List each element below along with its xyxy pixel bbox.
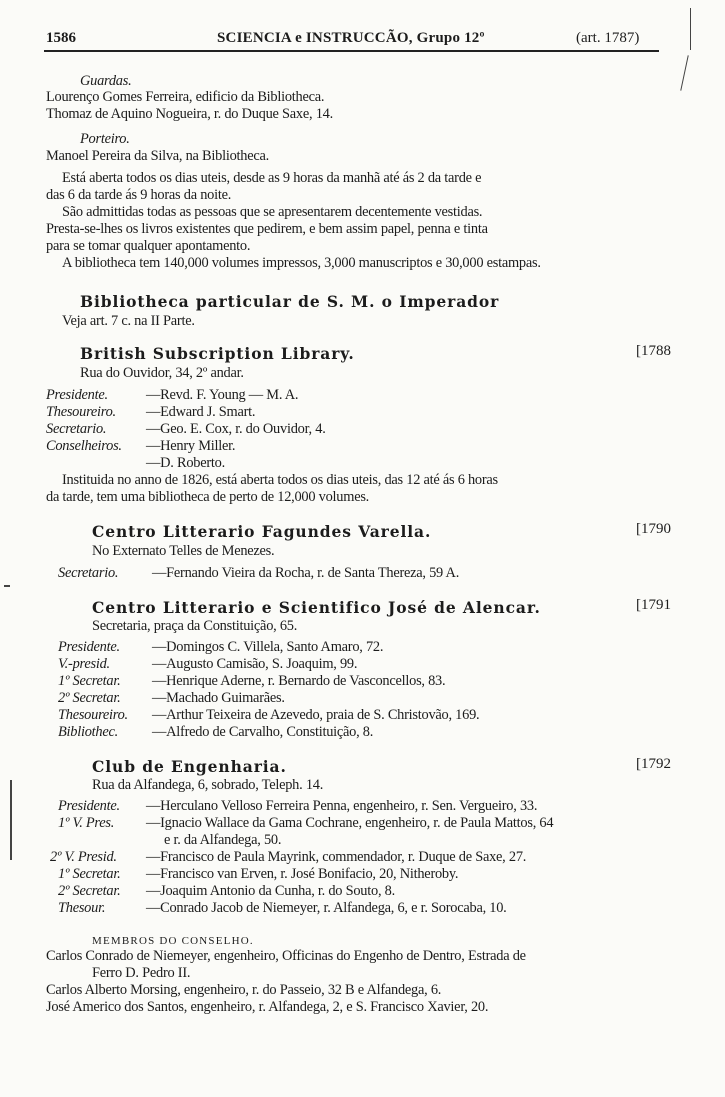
alencar-value-presidente: —Domingos C. Villela, Santo Amaro, 72.	[152, 639, 384, 655]
alencar-label-thesoureiro: Thesoureiro.	[58, 707, 128, 723]
paragraph-line-1: Está aberta todos os dias uteis, desde as 9 horas da manhã até ás 2 da tarde e	[62, 170, 482, 186]
british-label-thesoureiro: Thesoureiro.	[46, 404, 116, 420]
guarda-line-2: Thomaz de Aquino Nogueira, r. do Duque Saxe, 14.	[46, 106, 333, 122]
paragraph-line-5: para se tomar qualquer apontamento.	[46, 238, 251, 254]
fagundes-value-secretario: —Fernando Vieira da Rocha, r. de Santa Thereza, 59 A.	[152, 565, 460, 581]
conselho-line-1: Carlos Conrado de Niemeyer, engenheiro, Officinas do Engenho de Dentro, Estrada de	[46, 948, 526, 964]
article-number-1792: [1792	[636, 756, 671, 772]
article-number-1791: [1791	[636, 597, 671, 613]
alencar-value-vpresid: —Augusto Camisão, S. Joaquim, 99.	[152, 656, 358, 672]
fagundes-label-secretario: Secretario.	[58, 565, 119, 581]
article-number-1788: [1788	[636, 343, 671, 359]
engenharia-label-vpres-2: 2º V. Presid.	[50, 849, 117, 865]
alencar-label-secretar-2: 2º Secretar.	[58, 690, 121, 706]
section-title-engenharia: Club de Engenharia.	[92, 757, 287, 776]
margin-tick-left	[4, 585, 10, 587]
engenharia-value-vpres-1: —Ignacio Wallace da Gama Cochrane, engenheiro, r. de Paula Mattos, 64	[146, 815, 554, 831]
engenharia-value-vpres-1-cont: e r. da Alfandega, 50.	[164, 832, 282, 848]
fagundes-address: No Externato Telles de Menezes.	[92, 543, 275, 559]
engenharia-value-vpres-2: —Francisco de Paula Mayrink, commendador, r. Duque de Saxe, 27.	[146, 849, 527, 865]
margin-scratch-top-right	[690, 8, 691, 50]
engenharia-value-secretar-1: —Francisco van Erven, r. José Bonifacio, 20, Nitheroby.	[146, 866, 459, 882]
alencar-label-presidente: Presidente.	[58, 639, 120, 655]
british-value-presidente: —Revd. F. Young — M. A.	[146, 387, 299, 403]
margin-scratch-left	[10, 780, 12, 860]
engenharia-label-secretar-2: 2º Secretar.	[58, 883, 121, 899]
british-value-conselheiros-2: —D. Roberto.	[146, 455, 225, 471]
paragraph-line-6: A bibliotheca tem 140,000 volumes impressos, 3,000 manuscriptos e 30,000 estampas.	[62, 255, 541, 271]
running-head: SCIENCIA e INSTRUCCÃO, Grupo 12º	[217, 30, 485, 46]
alencar-label-secretar-1: 1º Secretar.	[58, 673, 121, 689]
engenharia-value-thesour: —Conrado Jacob de Niemeyer, r. Alfandega, 6, e r. Sorocaba, 10.	[146, 900, 507, 916]
conselho-heading: MEMBROS DO CONSELHO.	[92, 935, 254, 947]
paragraph-line-4: Presta-se-lhes os livros existentes que pedirem, e bem assim papel, penna e tinta	[46, 221, 488, 237]
conselho-line-3: Carlos Alberto Morsing, engenheiro, r. do Passeio, 32 B e Alfandega, 6.	[46, 982, 442, 998]
paragraph-line-3: São admittidas todas as pessoas que se apresentarem decentemente vestidas.	[62, 204, 483, 220]
guarda-line-1: Lourenço Gomes Ferreira, edificio da Bibliotheca.	[46, 89, 325, 105]
guardas-label: Guardas.	[80, 73, 132, 89]
header-rule	[44, 50, 659, 52]
section-title-fagundes: Centro Litterario Fagundes Varella.	[92, 522, 432, 541]
british-value-conselheiros: —Henry Miller.	[146, 438, 236, 454]
british-note-2: da tarde, tem uma bibliotheca de perto de 12,000 volumes.	[46, 489, 370, 505]
porteiro-line-1: Manoel Pereira da Silva, na Bibliotheca.	[46, 148, 269, 164]
engenharia-label-secretar-1: 1º Secretar.	[58, 866, 121, 882]
engenharia-address: Rua da Alfandega, 6, sobrado, Teleph. 14.	[92, 777, 324, 793]
alencar-label-bibliothec: Bibliothec.	[58, 724, 118, 740]
section-title-alencar: Centro Litterario e Scientifico José de Alencar.	[92, 598, 541, 617]
engenharia-value-secretar-2: —Joaquim Antonio da Cunha, r. do Souto, 8.	[146, 883, 395, 899]
alencar-address: Secretaria, praça da Constituição, 65.	[92, 618, 298, 634]
british-value-thesoureiro: —Edward J. Smart.	[146, 404, 256, 420]
conselho-line-2: Ferro D. Pedro II.	[92, 965, 191, 981]
section-title-bibliotheca: Bibliotheca particular de S. M. o Imperador	[80, 292, 500, 311]
alencar-label-vpresid: V.-presid.	[58, 656, 110, 672]
alencar-value-thesoureiro: —Arthur Teixeira de Azevedo, praia de S. Christovão, 169.	[152, 707, 480, 723]
porteiro-label: Porteiro.	[80, 131, 130, 147]
article-reference: (art. 1787)	[576, 30, 640, 46]
engenharia-label-thesour: Thesour.	[58, 900, 106, 916]
british-address: Rua do Ouvidor, 34, 2º andar.	[80, 365, 244, 381]
alencar-value-secretar-1: —Henrique Aderne, r. Bernardo de Vasconcellos, 83.	[152, 673, 446, 689]
engenharia-label-presidente: Presidente.	[58, 798, 120, 814]
article-number-1790: [1790	[636, 521, 671, 537]
section-line-bibliotheca: Veja art. 7 c. na II Parte.	[62, 313, 195, 329]
british-label-conselheiros: Conselheiros.	[46, 438, 122, 454]
british-note-1: Instituida no anno de 1826, está aberta todos os dias uteis, das 12 até ás 6 horas	[62, 472, 498, 488]
alencar-value-bibliothec: —Alfredo de Carvalho, Constituição, 8.	[152, 724, 374, 740]
section-title-british: British Subscription Library.	[80, 344, 355, 363]
margin-scratch-right	[680, 55, 688, 90]
engenharia-label-vpres-1: 1º V. Pres.	[58, 815, 115, 831]
alencar-value-secretar-2: —Machado Guimarães.	[152, 690, 285, 706]
paragraph-line-2: das 6 da tarde ás 9 horas da noite.	[46, 187, 232, 203]
page-number: 1586	[46, 30, 76, 46]
british-label-presidente: Presidente.	[46, 387, 108, 403]
conselho-line-4: José Americo dos Santos, engenheiro, r. Alfandega, 2, e S. Francisco Xavier, 20.	[46, 999, 489, 1015]
british-label-secretario: Secretario.	[46, 421, 107, 437]
british-value-secretario: —Geo. E. Cox, r. do Ouvidor, 4.	[146, 421, 326, 437]
engenharia-value-presidente: —Herculano Velloso Ferreira Penna, engenheiro, r. Sen. Vergueiro, 33.	[146, 798, 538, 814]
